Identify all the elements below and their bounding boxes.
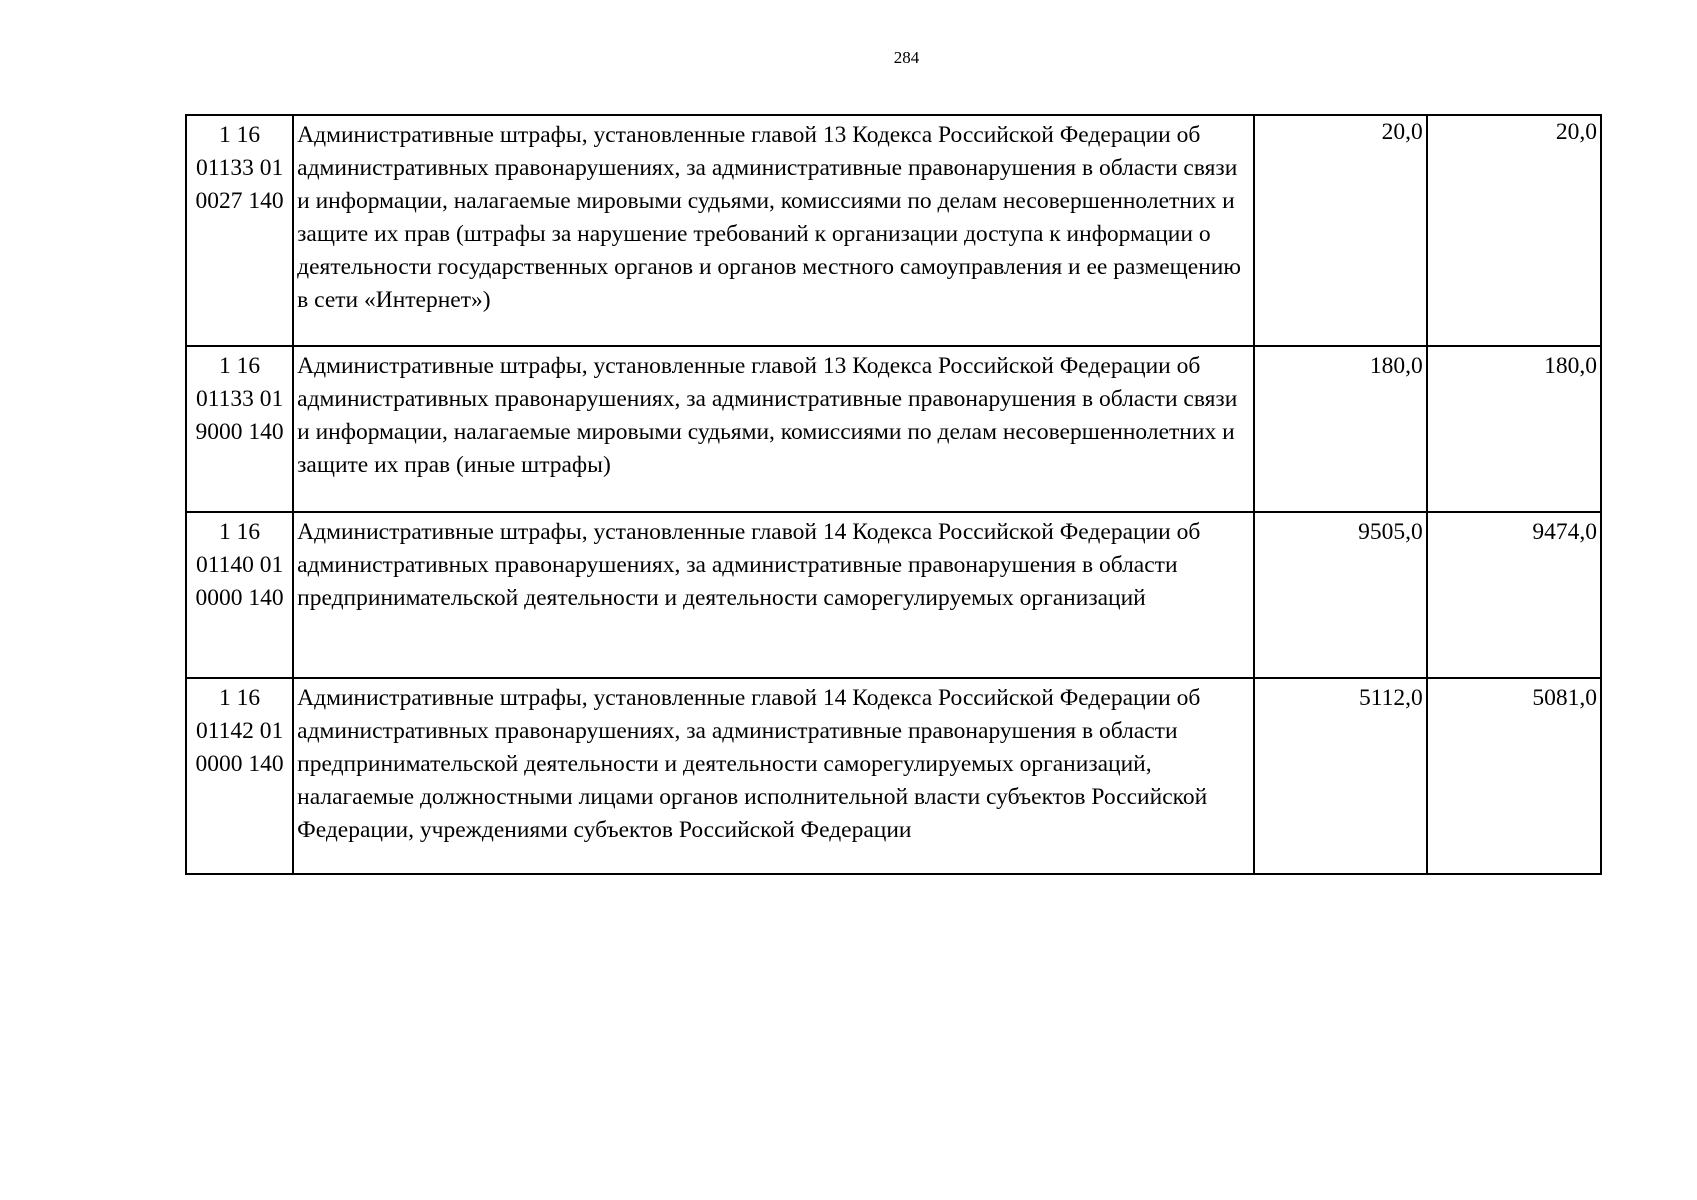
revenue-code-line: 1 16 xyxy=(219,519,261,545)
amount-first-year: 9505,0 xyxy=(1254,512,1426,678)
revenue-code-line: 0000 140 xyxy=(195,585,284,611)
revenue-code-line: 01133 01 xyxy=(195,155,284,181)
revenue-description: Административные штрафы, установленные главой 14 Кодекса Российской Федерации об административных правонарушениях, за административные правонарушения в области предпринимательской деятельности и деятельности саморегулируемых организаций xyxy=(293,512,1254,678)
revenue-code-cell xyxy=(186,678,293,874)
revenue-code-cell xyxy=(186,346,293,512)
amount-second-year: 180,0 xyxy=(1427,346,1601,512)
revenue-description: Административные штрафы, установленные главой 13 Кодекса Российской Федерации об административных правонарушениях, за административные правонарушения в области связи и информации, налагаемые мировыми судьями, комиссиями по делам несовершеннолетних и защите их прав (иные штрафы) xyxy=(293,346,1254,512)
revenue-code-line: 01133 01 xyxy=(195,386,284,412)
revenue-code-line: 01142 01 xyxy=(195,718,284,744)
revenue-code-line: 0000 140 xyxy=(195,751,284,777)
amount-second-year: 5081,0 xyxy=(1427,678,1601,874)
amount-second-year: 9474,0 xyxy=(1427,512,1601,678)
revenue-code-cell xyxy=(186,512,293,678)
revenue-code-line: 9000 140 xyxy=(195,419,284,445)
revenue-code-line: 1 16 xyxy=(219,685,261,711)
amount-first-year: 180,0 xyxy=(1254,346,1426,512)
revenue-code-line: 1 16 xyxy=(219,353,261,379)
revenue-code-line: 0027 140 xyxy=(195,188,284,214)
revenue-description: Административные штрафы, установленные главой 14 Кодекса Российской Федерации об административных правонарушениях, за административные правонарушения в области предпринимательской деятельности и деятельности саморегулируемых организаций, налагаемые должностными лицами органов исполнительной власти субъектов Российской Федерации, учреждениями субъектов Российской Федерации xyxy=(293,678,1254,874)
amount-first-year: 5112,0 xyxy=(1254,678,1426,874)
revenue-code-line: 1 16 xyxy=(219,122,261,148)
table-row xyxy=(186,678,1601,874)
amount-first-year: 20,0 xyxy=(1254,115,1426,346)
revenue-code-cell xyxy=(186,115,293,346)
page-number: 284 xyxy=(893,48,920,67)
budget-revenue-table xyxy=(185,114,1602,875)
revenue-description: Административные штрафы, установленные главой 13 Кодекса Российской Федерации об административных правонарушениях, за административные правонарушения в области связи и информации, налагаемые мировыми судьями, комиссиями по делам несовершеннолетних и защите их прав (штрафы за нарушение требований к организации доступа к информации о деятельности государственных органов и органов местного самоуправления и ее размещению в сети «Интернет») xyxy=(293,115,1254,346)
amount-second-year: 20,0 xyxy=(1427,115,1601,346)
revenue-code-line: 01140 01 xyxy=(195,552,284,578)
table-row xyxy=(186,512,1601,678)
table-row xyxy=(186,346,1601,512)
table-row xyxy=(186,115,1601,346)
